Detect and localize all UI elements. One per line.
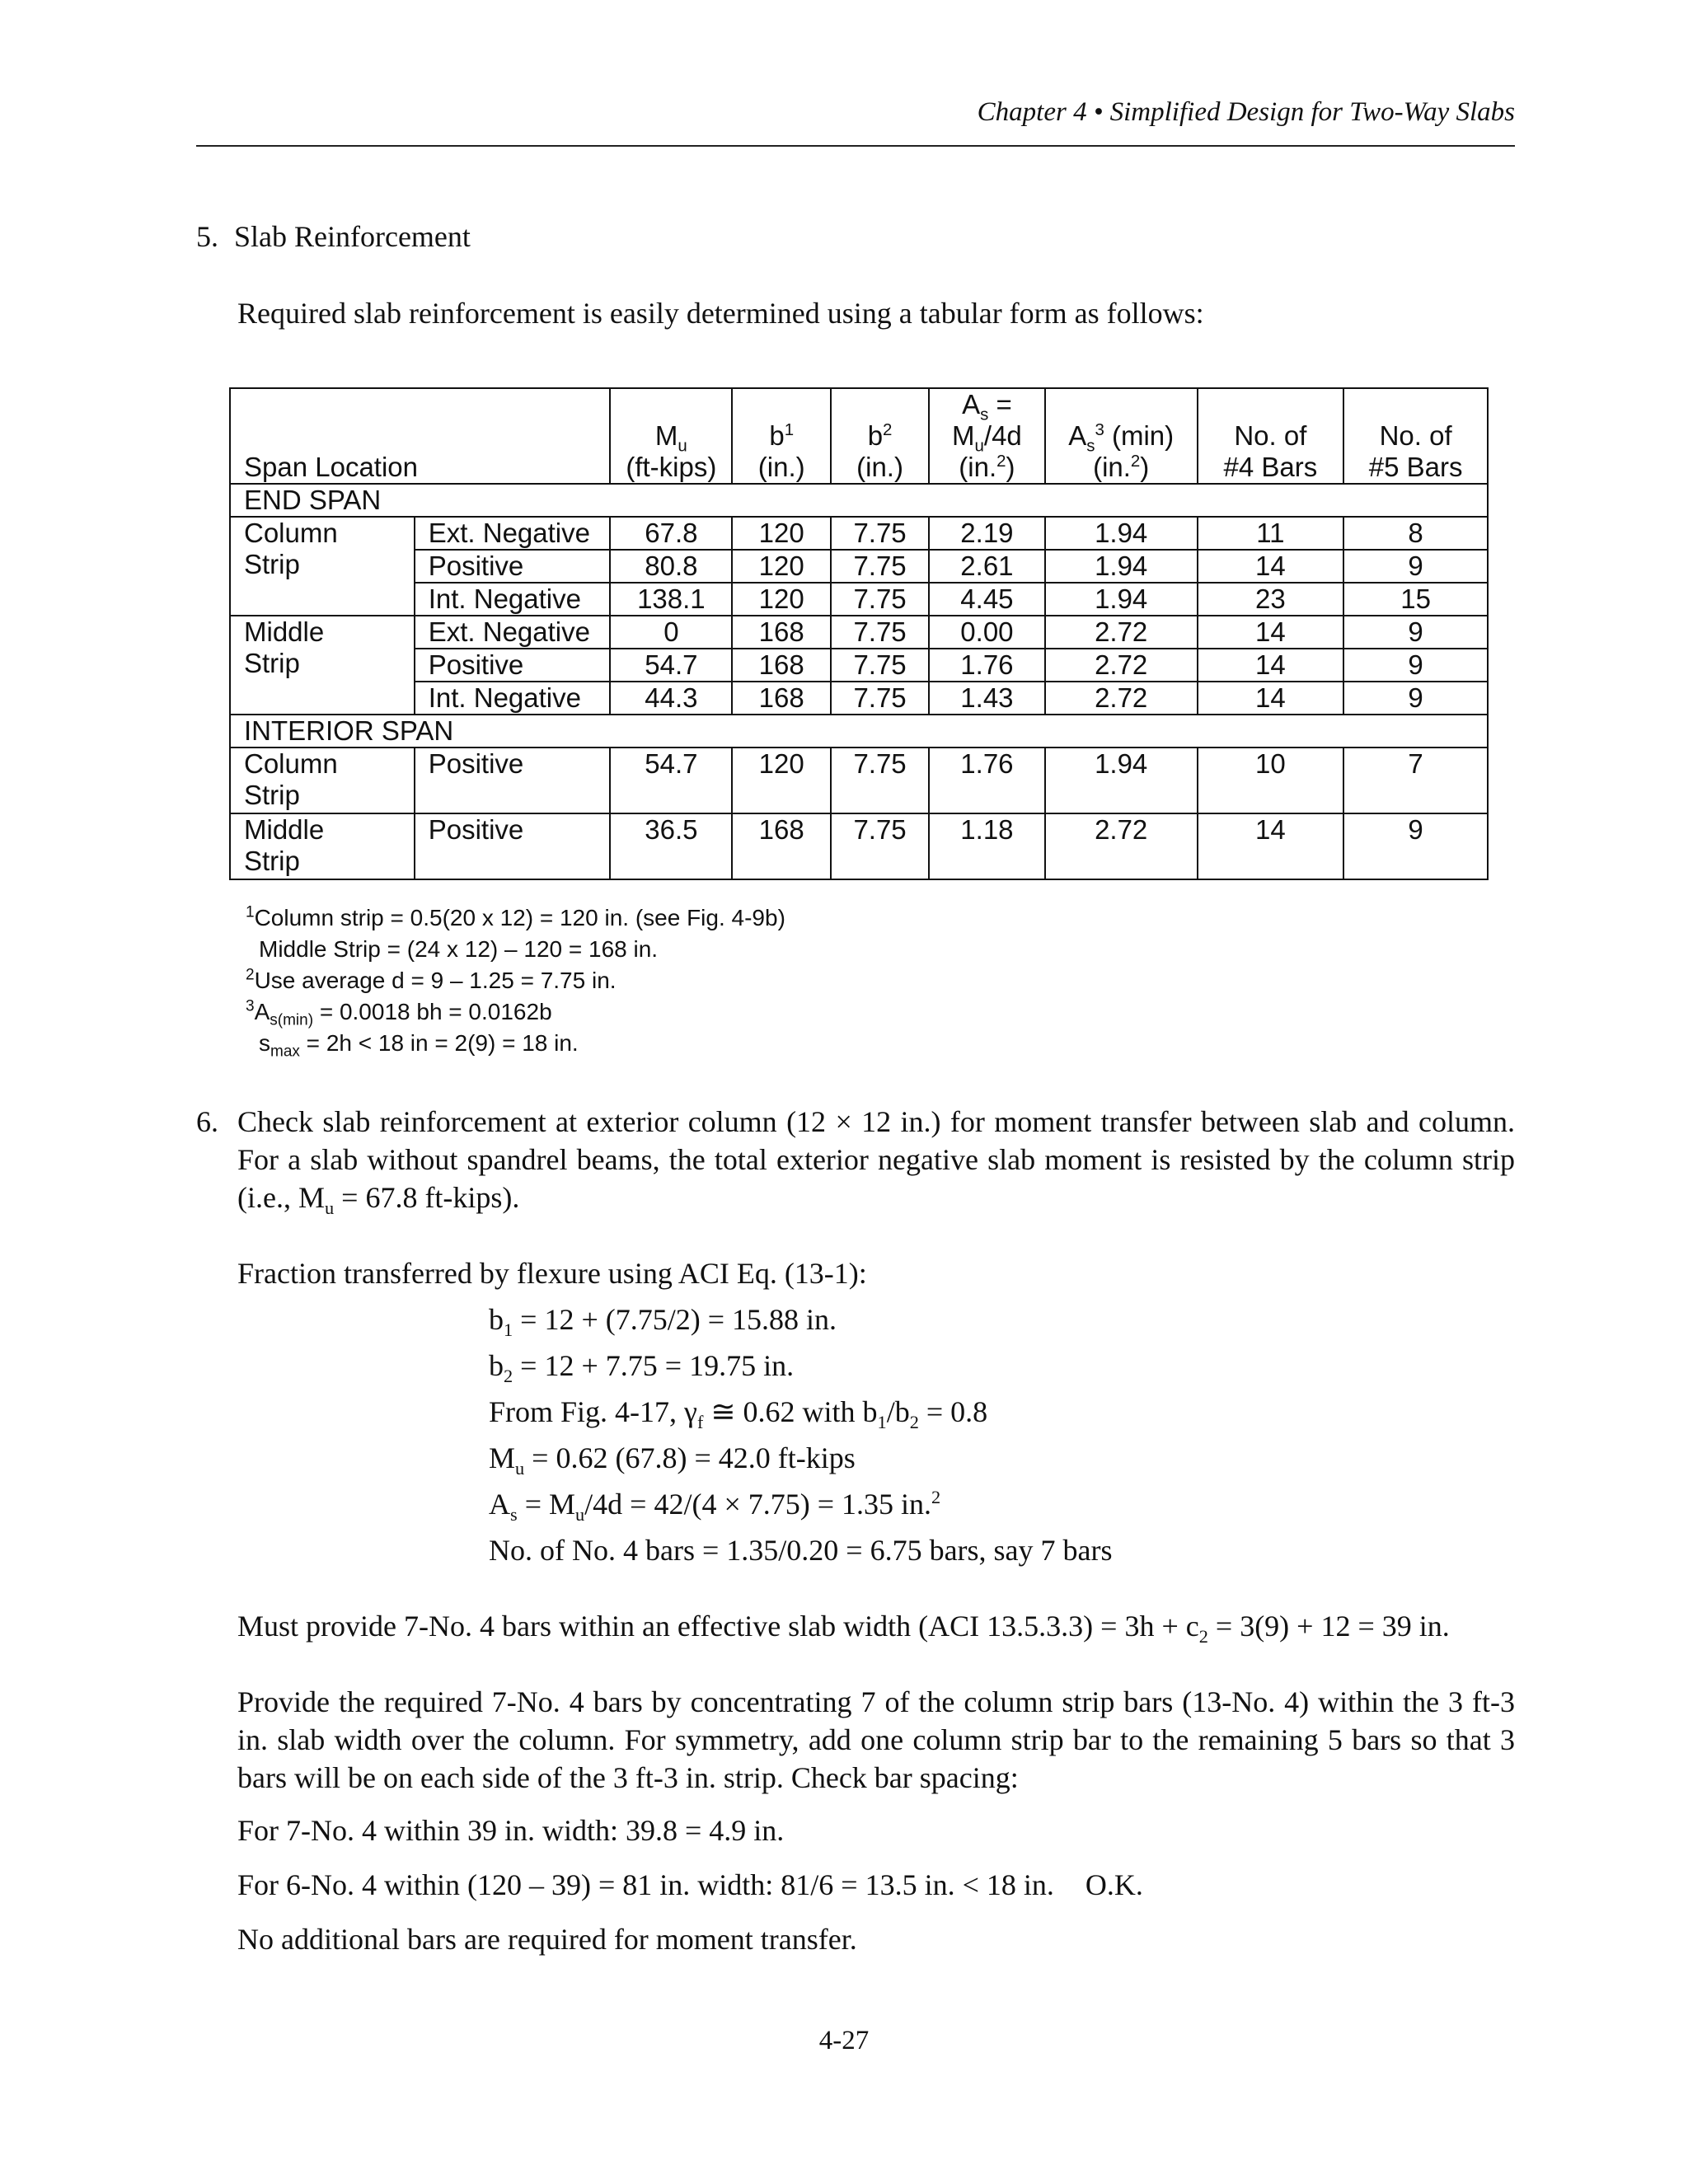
- spacing-check-1: For 7-No. 4 within 39 in. width: 39.8 = 4.9 in.: [237, 1814, 785, 1847]
- as-cell: 1.18: [929, 813, 1045, 879]
- no5-cell: 8: [1343, 517, 1488, 550]
- mu-cell: 0: [610, 616, 732, 649]
- b2-cell: 7.75: [831, 550, 929, 583]
- b2-cell: 7.75: [831, 583, 929, 616]
- moment-cell: Int. Negative: [415, 682, 611, 715]
- section-row-interior-span: [230, 715, 1488, 748]
- as-cell: 1.43: [929, 682, 1045, 715]
- b1-cell: 120: [732, 748, 831, 813]
- footnote-2: $^2$Use average d = 9 – 1.25 = 7.75 in.: [246, 966, 617, 993]
- no5-cell: 9: [1343, 682, 1488, 715]
- reinforcement-table: [229, 387, 1489, 880]
- header-b2: $b^2$ (in.): [831, 388, 929, 484]
- moment-cell: Ext. Negative: [415, 517, 611, 550]
- section-title: INTERIOR SPAN: [230, 715, 1488, 748]
- header-no4-bars: No. of #4 Bars: [1198, 388, 1344, 484]
- as-min-cell: 2.72: [1045, 813, 1198, 879]
- b1-cell: 168: [732, 682, 831, 715]
- header-as-min: $A_s^3$ (min) (in.$^2$): [1045, 388, 1198, 484]
- spacing-check-2: For 6-No. 4 within (120 – 39) = 81 in. width: 81/6 = 13.5 in. < 18 in. O.K.: [237, 1868, 1143, 1901]
- header-as: $A_s$ = $M_u/4d$ (in.$^2$): [929, 388, 1045, 484]
- equation-b2: $b_2 = 12 + 7.75 = 19.75$ in.: [489, 1349, 795, 1387]
- equation-mu: $M_u = 0.62$ (67.8) = 42.0 ft-kips: [489, 1441, 856, 1479]
- no4-cell: 14: [1198, 550, 1344, 583]
- section-5-intro: Required slab reinforcement is easily determined using a tabular form as follows:: [237, 297, 1204, 330]
- header-mu: $M_u$ (ft-kips): [610, 388, 732, 484]
- equation-b1: $b_1 = 12 + (7.75/2) = 15.88$ in.: [489, 1303, 837, 1341]
- section-5-number: 5.: [196, 220, 218, 253]
- section-title: END SPAN: [230, 484, 1488, 517]
- table-row: [230, 616, 1488, 649]
- footnote-1b: Middle Strip = (24 x 12) – 120 = 168 in.: [259, 936, 659, 962]
- as-cell: 2.61: [929, 550, 1045, 583]
- no5-cell: 9: [1343, 813, 1488, 879]
- table-header-row: [230, 388, 1488, 484]
- as-min-cell: 1.94: [1045, 583, 1198, 616]
- as-min-cell: 2.72: [1045, 649, 1198, 682]
- no4-cell: 10: [1198, 748, 1344, 813]
- mu-cell: 36.5: [610, 813, 732, 879]
- location-cell: Column Strip: [230, 748, 415, 813]
- table-row: [230, 550, 1488, 583]
- mu-cell: 54.7: [610, 748, 732, 813]
- header-no5-bars: No. of #5 Bars: [1343, 388, 1488, 484]
- b1-cell: 168: [732, 649, 831, 682]
- no5-cell: 9: [1343, 550, 1488, 583]
- section-6-paragraph: Check slab reinforcement at exterior column (12 × 12 in.) for moment transfer between slab and column. For a slab without spandrel beams, the total exterior negative slab moment is resisted by the column strip (i.e., $M_u = 67.8$ ft-kips).: [237, 1105, 1515, 1219]
- page-number: 4-27: [818, 2026, 870, 2055]
- table-row: [230, 682, 1488, 715]
- location-cell: Middle Strip: [230, 813, 415, 879]
- equation-gamma: From Fig. 4-17, $\gamma_f$ ≅ 0.62 with $b_1/b_2 = 0.8$: [489, 1395, 988, 1433]
- fraction-intro: Fraction transferred by flexure using ACI Eq. (13-1):: [237, 1257, 867, 1290]
- mu-cell: 67.8: [610, 517, 732, 550]
- no4-cell: 23: [1198, 583, 1344, 616]
- as-min-cell: 1.94: [1045, 517, 1198, 550]
- footnote-3: $^3A_{s(min)} = 0.0018$ bh = 0.0162b: [246, 997, 552, 1029]
- as-cell: 0.00: [929, 616, 1045, 649]
- no4-cell: 14: [1198, 649, 1344, 682]
- no4-cell: 11: [1198, 517, 1344, 550]
- no5-cell: 9: [1343, 649, 1488, 682]
- as-min-cell: 2.72: [1045, 682, 1198, 715]
- no4-cell: 14: [1198, 616, 1344, 649]
- table-row: [230, 517, 1488, 550]
- section-row-end-span: [230, 484, 1488, 517]
- section-5-title: Slab Reinforcement: [234, 220, 471, 253]
- table-row: [230, 748, 1488, 813]
- moment-cell: Positive: [415, 748, 611, 813]
- no5-cell: 7: [1343, 748, 1488, 813]
- b2-cell: 7.75: [831, 748, 929, 813]
- b1-cell: 120: [732, 583, 831, 616]
- no-additional-bars: No additional bars are required for moment transfer.: [237, 1923, 857, 1956]
- no5-cell: 15: [1343, 583, 1488, 616]
- as-cell: 1.76: [929, 748, 1045, 813]
- moment-cell: Positive: [415, 649, 611, 682]
- footnote-1: $^1$Column strip = 0.5(20 x 12) = 120 in. (see Fig. 4-9b): [246, 903, 785, 930]
- b1-cell: 168: [732, 813, 831, 879]
- b2-cell: 7.75: [831, 813, 929, 879]
- b2-cell: 7.75: [831, 517, 929, 550]
- must-provide-line: Must provide 7-No. 4 bars within an effective slab width (ACI $13.5.3.3) = 3h + c_2 = 3(9) + 12 = 39$ in.: [237, 1610, 1450, 1647]
- b2-cell: 7.75: [831, 616, 929, 649]
- mu-cell: 54.7: [610, 649, 732, 682]
- table-row: [230, 813, 1488, 879]
- equation-as: $A_s = M_u/4d = 42/(4 \times 7.75) = 1.35$ in.$^2$: [489, 1487, 941, 1526]
- moment-cell: Ext. Negative: [415, 616, 611, 649]
- as-min-cell: 2.72: [1045, 616, 1198, 649]
- location-cell: Column Strip: [230, 517, 415, 616]
- header-span-location: Span Location: [230, 388, 610, 484]
- b1-cell: 168: [732, 616, 831, 649]
- as-cell: 2.19: [929, 517, 1045, 550]
- mu-cell: 138.1: [610, 583, 732, 616]
- provide-paragraph: Provide the required 7-No. 4 bars by concentrating 7 of the column strip bars (13-No. 4) within the 3 ft-3 in. slab width over the column. For symmetry, add one column strip bar to the remaining 5 bars so that 3 bars will be on each side of the 3 ft-3 in. strip. Check bar spacing:: [237, 1685, 1515, 1794]
- b1-cell: 120: [732, 550, 831, 583]
- moment-cell: Int. Negative: [415, 583, 611, 616]
- as-cell: 4.45: [929, 583, 1045, 616]
- header-b1: $b^1$ (in.): [732, 388, 831, 484]
- no4-cell: 14: [1198, 682, 1344, 715]
- location-cell: Middle Strip: [230, 616, 415, 715]
- b1-cell: 120: [732, 517, 831, 550]
- mu-cell: 44.3: [610, 682, 732, 715]
- section-5-heading: [196, 218, 471, 255]
- mu-cell: 80.8: [610, 550, 732, 583]
- no5-cell: 9: [1343, 616, 1488, 649]
- table-row: [230, 583, 1488, 616]
- section-6-number: 6.: [196, 1105, 218, 1138]
- as-min-cell: 1.94: [1045, 748, 1198, 813]
- b2-cell: 7.75: [831, 649, 929, 682]
- no4-cell: 14: [1198, 813, 1344, 879]
- moment-cell: Positive: [415, 550, 611, 583]
- equation-bar-count: No. of No. 4 bars = 1.35/0.20 = 6.75 bars, say 7 bars: [489, 1534, 1113, 1567]
- as-min-cell: 1.94: [1045, 550, 1198, 583]
- running-header: Chapter 4 • Simplified Design for Two-Way Slabs: [977, 97, 1515, 127]
- b2-cell: 7.75: [831, 682, 929, 715]
- table-row: [230, 649, 1488, 682]
- header-rule: [196, 145, 1515, 147]
- moment-cell: Positive: [415, 813, 611, 879]
- footnote-4: $s_{max} = 2h < 18$ in = 2(9) = 18 in.: [259, 1030, 579, 1061]
- as-cell: 1.76: [929, 649, 1045, 682]
